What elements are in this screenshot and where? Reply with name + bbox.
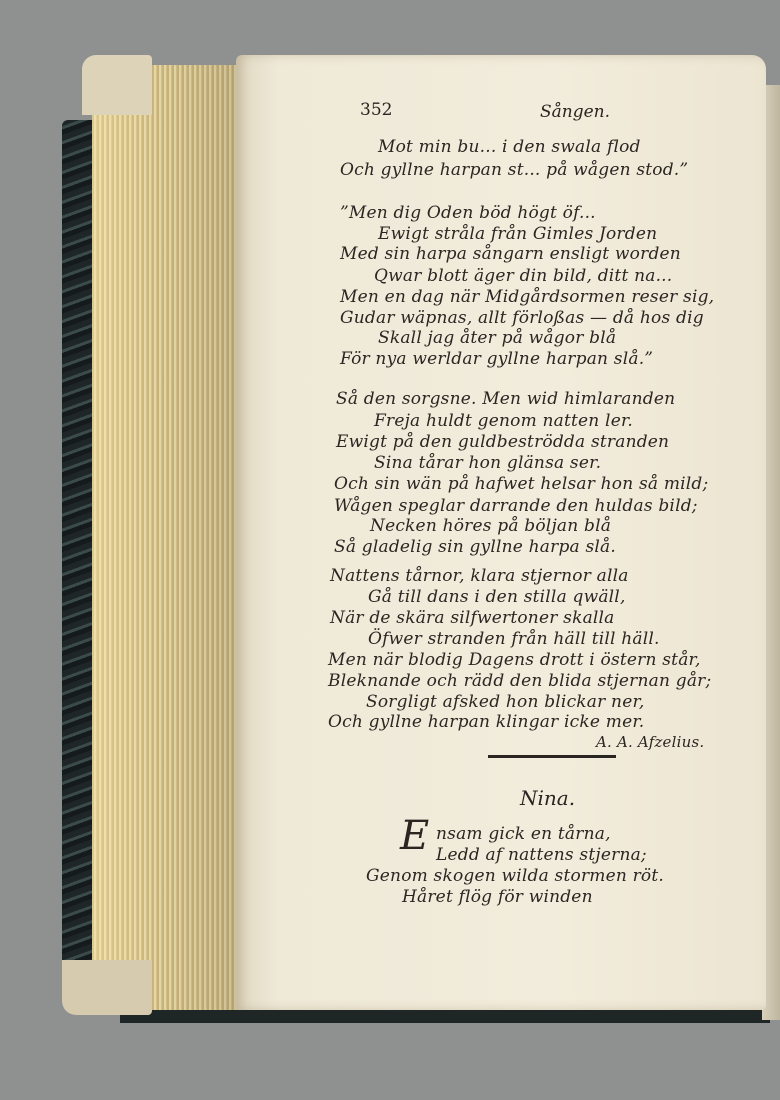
poem-line: Och gyllne harpan st... på wågen stod.” <box>340 160 689 180</box>
poem-line: För nya werldar gyllne harpan slå.” <box>340 349 654 369</box>
poem-line: Skall jag åter på wågor blå <box>378 328 617 348</box>
poem-line: Så den sorgsne. Men wid himlaranden <box>336 389 676 409</box>
poem-line: Så gladelig sin gyllne harpa slå. <box>334 537 616 557</box>
poem-line: Mot min bu... i den swala flod <box>378 137 641 157</box>
poem-attribution: A. A. Afzelius. <box>596 733 705 751</box>
poem-line: Sorgligt afsked hon blickar ner, <box>366 692 645 712</box>
page-number: 352 <box>360 100 393 120</box>
running-title: Sången. <box>540 102 611 122</box>
poem-line: Qwar blott äger din bild, ditt na... <box>374 266 673 286</box>
poem-line: Wågen speglar darrande den huldas bild; <box>334 496 698 516</box>
poem-line: När de skära silfwertoner skalla <box>330 608 615 628</box>
poem-line: Håret flög för winden <box>402 887 593 907</box>
poem-line: Men när blodig Dagens drott i östern står, <box>328 650 701 670</box>
poem-line: Ledd af nattens stjerna; <box>436 845 647 865</box>
poem-line: Men en dag när Midgårdsormen reser sig, <box>340 287 715 307</box>
poem-line: Ewigt på den guldbeströdda stranden <box>336 432 670 452</box>
section-divider <box>488 755 616 758</box>
poem-line: Necken höres på böljan blå <box>370 516 612 536</box>
poem-line: Genom skogen wilda stormen röt. <box>366 866 664 886</box>
poem-line: Bleknande och rädd den blida stjernan går; <box>328 671 712 691</box>
poem-line: Öfwer stranden från häll till häll. <box>368 629 660 649</box>
poem-line: Med sin harpa sångarn ensligt worden <box>340 244 681 264</box>
poem-line: Freja huldt genom natten ler. <box>374 411 634 431</box>
worn-spine-top <box>82 55 152 115</box>
poem-line: nsam gick en tårna, <box>436 824 611 844</box>
poem-title: Nina. <box>520 786 576 810</box>
poem-line: Och gyllne harpan klingar icke mer. <box>328 712 645 732</box>
drop-cap: E <box>400 813 430 859</box>
poem-line: Nattens tårnor, klara stjernor alla <box>330 566 629 586</box>
page-header <box>360 100 640 126</box>
poem-line: Gå till dans i den stilla qwäll, <box>368 587 626 607</box>
poem-line: Gudar wäpnas, allt förloßas — då hos dig <box>340 308 704 328</box>
poem-line: Ewigt stråla från Gimles Jorden <box>378 224 658 244</box>
poem-line: Sina tårar hon glänsa ser. <box>374 453 602 473</box>
poem-line: Och sin wän på hafwet helsar hon så mild; <box>334 474 709 494</box>
poem-line: ”Men dig Oden böd högt öf... <box>340 203 596 223</box>
page-block-shade <box>92 65 252 1010</box>
worn-spine-bottom <box>62 960 152 1015</box>
